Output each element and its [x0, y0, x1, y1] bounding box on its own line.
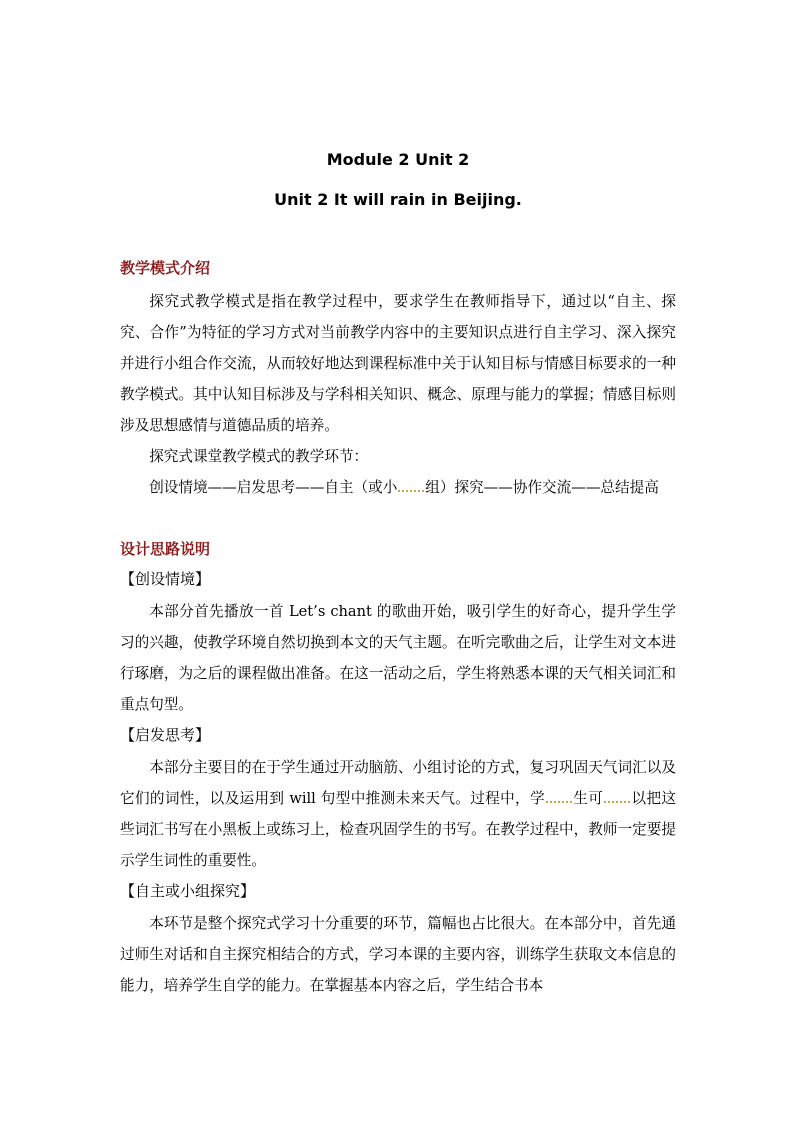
subheading-inspire-thinking: 【启发思考】 — [120, 726, 211, 744]
paragraph-create-situation: 本部分首先播放一首 Let’s chant 的歌曲开始，吸引学生的好奇心，提升学生学习的兴趣，使教学环境自然切换到本文的天气主题。在听完歌曲之后，让学生对文本进行琢磨，为之后的课程做出准备。在这一活动之后，学生将熟悉本课的天气相关词汇和重点句型。 — [120, 603, 676, 713]
unit-title: Unit 2 It will rain in Beijing. — [274, 190, 522, 209]
paragraph-inspire-thinking — [120, 752, 676, 876]
inspire-thinking-part3: 以把这些词汇书写在小黑板上或练习上，检查巩固学生的书写。在教学过程中，教师一定要提示学生词性的重要性。 — [120, 790, 676, 869]
paragraph-teaching-steps-label: 探究式课堂教学模式的教学环节： — [149, 448, 369, 465]
dotted-underline-mark — [398, 489, 424, 492]
paragraph-teaching-steps — [120, 472, 676, 503]
dotted-underline-mark — [604, 800, 630, 803]
subheading-independent-exploration: 【自主或小组探究】 — [120, 882, 256, 900]
section-heading-design-rationale: 设计思路说明 — [120, 540, 211, 558]
module-title: Module 2 Unit 2 — [326, 150, 470, 169]
inspire-thinking-part2: 生可 — [572, 790, 604, 807]
teaching-steps-part1: 创设情境——启发思考——自主（或小 — [149, 479, 398, 496]
inspire-thinking-part1: 本部分主要目的在于学生通过开动脑筋、小组讨论的方式，复习巩固天气词汇以及它们的词性，以及运用到 will 句型中推测未来天气。过程中，学 — [120, 759, 676, 807]
dotted-underline-mark — [546, 800, 572, 803]
paragraph-teaching-mode-intro: 探究式教学模式是指在教学过程中，要求学生在教师指导下，通过以“自主、探究、合作”为特征的学习方式对当前教学内容中的主要知识点进行自主学习、深入探究并进行小组合作交流，从而较好地达到课程标准中关于认知目标与情感目标要求的一种教学模式。其中认知目标涉及与学科相关知识、概念、原理与能力的掌握；情感目标则涉及思想感情与道德品质的培养。 — [120, 293, 676, 434]
teaching-steps-part2: 组）探究——协作交流——总结提高 — [425, 479, 659, 496]
section-heading-teaching-mode: 教学模式介绍 — [120, 259, 211, 277]
subheading-create-situation: 【创设情境】 — [120, 570, 211, 588]
paragraph-independent-exploration: 本环节是整个探究式学习十分重要的环节，篇幅也占比很大。在本部分中，首先通过师生对话和自主探究相结合的方式，学习本课的主要内容，训练学生获取文本信息的能力，培养学生自学的能力。在掌握基本内容之后，学生结合书本 — [120, 915, 676, 994]
